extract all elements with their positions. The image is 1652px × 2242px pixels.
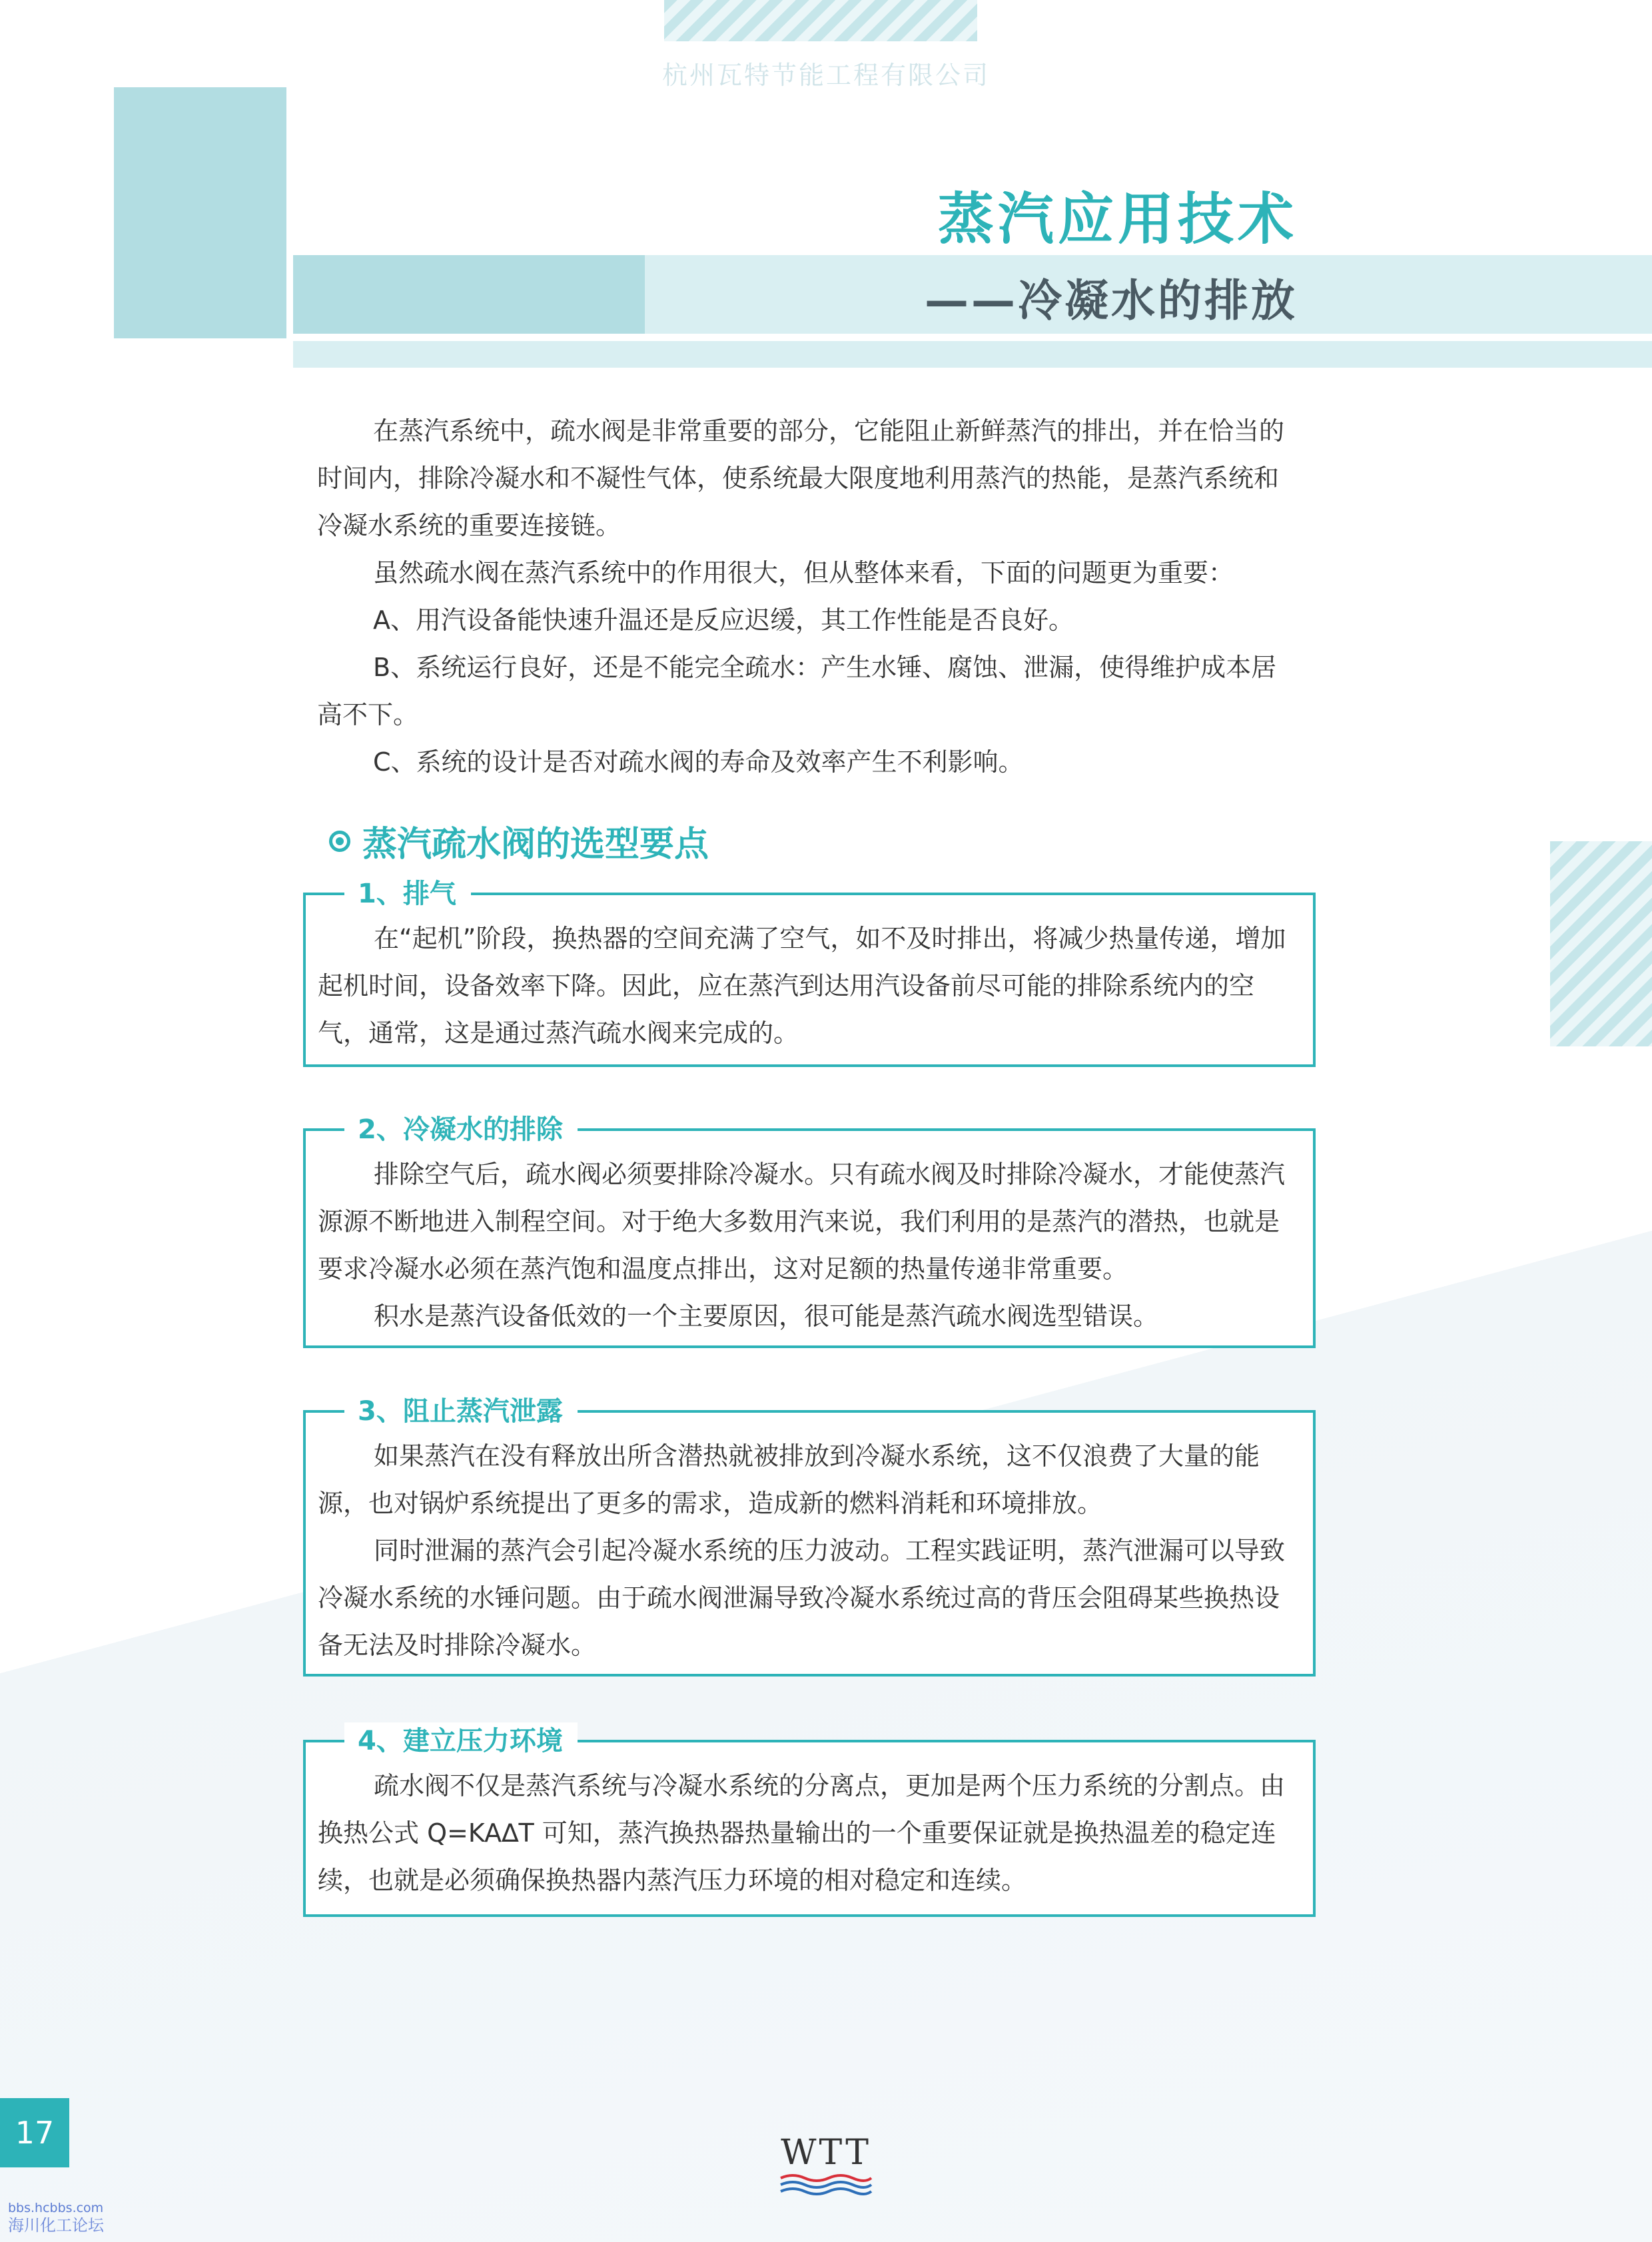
box-paragraph: 在“起机”阶段，换热器的空间充满了空气，如不及时排出，将减少热量传递，增加起机时间，设备效率下降。因此，应在蒸汽到达用汽设备前尽可能的排除系统内的空气，通常，这是通过蒸汽疏水阀来完成的。 <box>318 924 1286 1048</box>
box-text <box>318 915 1300 1057</box>
box-label: 1、排气 <box>344 875 471 913</box>
box-paragraph: 如果蒸汽在没有释放出所含潜热就被排放到冷凝水系统，这不仅浪费了大量的能源，也对锅炉系统提出了更多的需求，造成新的燃料消耗和环境排放。 <box>318 1441 1260 1518</box>
intro-item-a: A、用汽设备能快速升温还是反应迟缓，其工作性能是否良好。 <box>373 605 1074 635</box>
page-title: 蒸汽应用技术 <box>937 187 1298 252</box>
box-label: 4、建立压力环境 <box>344 1722 578 1760</box>
point-box-exhaust <box>303 879 1316 1067</box>
box-label: 3、阻止蒸汽泄露 <box>344 1393 578 1430</box>
point-box-pressure <box>303 1726 1316 1917</box>
box-paragraph: 排除空气后，疏水阀必须要排除冷凝水。只有疏水阀及时排除冷凝水，才能使蒸汽源源不断地进入制程空间。对于绝大多数用汽来说，我们利用的是蒸汽的潜热，也就是要求冷凝水必须在蒸汽饱和温度点排出，这对足额的热量传递非常重要。 <box>318 1160 1286 1284</box>
section-heading <box>329 816 709 866</box>
right-hatch-decoration <box>1550 841 1652 1046</box>
intro-item-c: C、系统的设计是否对疏水阀的寿命及效率产生不利影响。 <box>373 747 1024 777</box>
watermark-url: bbs.hcbbs.com <box>8 2201 104 2215</box>
page-number: 17 <box>0 2098 69 2167</box>
top-hatch-decoration <box>664 0 977 41</box>
intro-paragraph: 虽然疏水阀在蒸汽系统中的作用很大，但从整体来看，下面的问题更为重要： <box>373 558 1234 587</box>
forum-watermark <box>8 2199 104 2234</box>
box-text <box>318 1762 1300 1904</box>
header-band-dark <box>293 255 645 334</box>
box-paragraph: 疏水阀不仅是蒸汽系统与冷凝水系统的分离点，更加是两个压力系统的分割点。由换热公式 Q=KA∆T 可知，蒸汽换热器热量输出的一个重要保证就是换热温差的稳定连续，也就是必须确保换热器内蒸汽压力环境的相对稳定和连续。 <box>318 1771 1286 1895</box>
point-box-condensate <box>303 1114 1316 1348</box>
point-box-steam-leak <box>303 1396 1316 1677</box>
page-subtitle: ——冷凝水的排放 <box>925 275 1298 326</box>
header-band-thin <box>293 341 1652 368</box>
intro-item-b: B、系统运行良好，还是不能完全疏水：产生水锤、腐蚀、泄漏，使得维护成本居高不下。 <box>317 653 1277 729</box>
intro-text <box>317 408 1296 786</box>
box-text <box>318 1433 1300 1669</box>
watermark-name: 海川化工论坛 <box>8 2216 104 2235</box>
box-text <box>318 1151 1300 1340</box>
target-bullet-icon <box>329 831 350 852</box>
section-heading-text: 蒸汽疏水阀的选型要点 <box>362 825 709 865</box>
company-name: 杭州瓦特节能工程有限公司 <box>661 61 990 90</box>
box-paragraph: 积水是蒸汽设备低效的一个主要原因，很可能是蒸汽疏水阀选型错误。 <box>374 1302 1159 1331</box>
box-label: 2、冷凝水的排除 <box>344 1111 578 1148</box>
wtt-logo <box>778 2133 874 2195</box>
box-paragraph: 同时泄漏的蒸汽会引起冷凝水系统的压力波动。工程实践证明，蒸汽泄漏可以导致冷凝水系统的水锤问题。由于疏水阀泄漏导致冷凝水系统过高的背压会阻碍某些换热设备无法及时排除冷凝水。 <box>318 1536 1286 1660</box>
intro-paragraph: 在蒸汽系统中，疏水阀是非常重要的部分，它能阻止新鲜蒸汽的排出，并在恰当的时间内，排除冷凝水和不凝性气体，使系统最大限度地利用蒸汽的热能，是蒸汽系统和冷凝水系统的重要连接链。 <box>317 416 1285 540</box>
logo-text: WTT <box>781 2133 871 2173</box>
logo-wave-icon <box>778 2173 874 2195</box>
header-left-block <box>114 87 286 338</box>
